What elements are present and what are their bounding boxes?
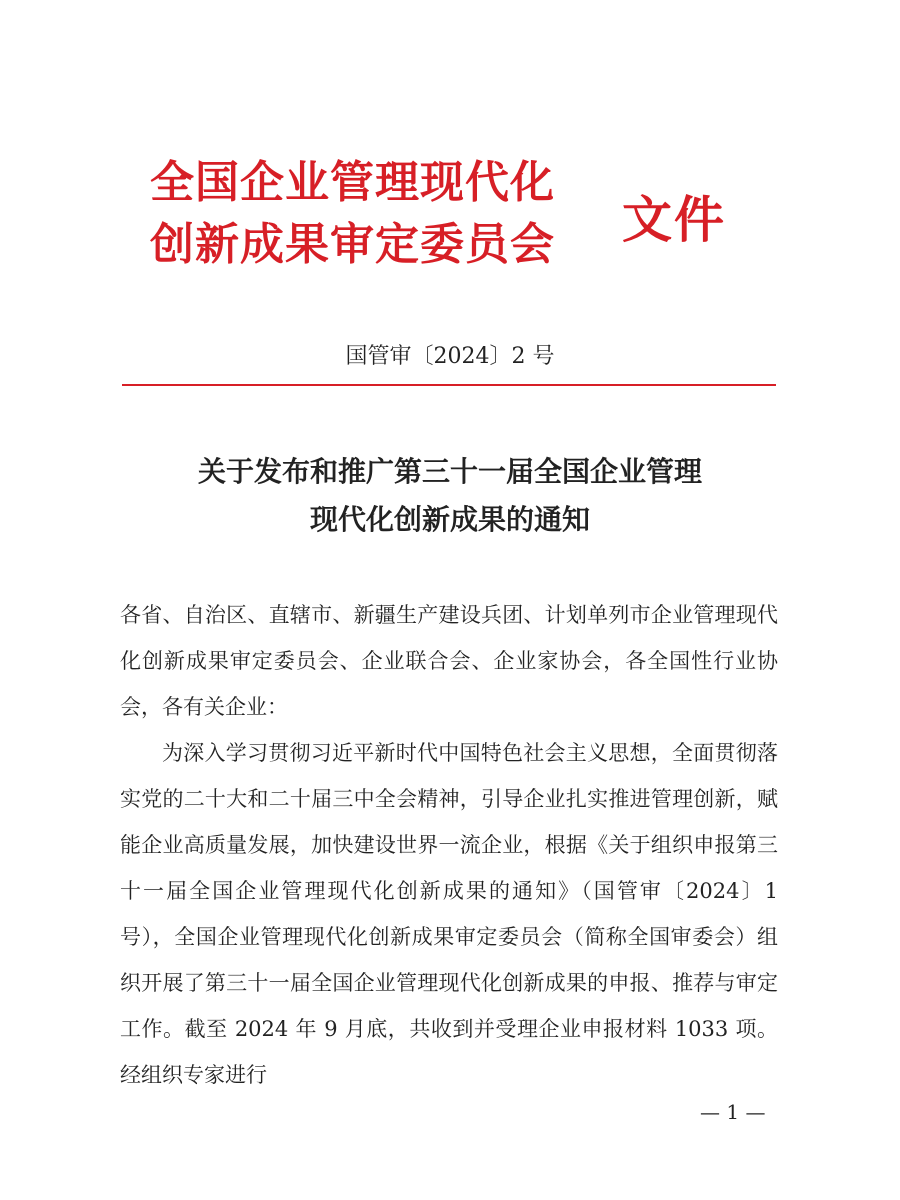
document-header-word: 文件 bbox=[622, 191, 726, 249]
body-paragraph: 为深入学习贯彻习近平新时代中国特色社会主义思想，全面贯彻落实党的二十大和二十届三中全会精神，引导企业扎实推进管理创新，赋能企业高质量发展，加快建设世界一流企业，根据《关于组织申报第三十一届全国企业管理现代化创新成果的通知》（国管审〔2024〕1 号），全国企业管理现代化创新成果审定委员会（简称全国审委会）组织开展了第三十一届全国企业管理现代化创新成果的申报、推荐与审定工作。截至 2024 年 9 月底，共收到并受理企业申报材料 1033 项。经组织专家进行 bbox=[120, 741, 778, 1087]
notice-title bbox=[0, 448, 900, 544]
notice-title-line-1: 关于发布和推广第三十一届全国企业管理 bbox=[197, 455, 702, 488]
page-number: — 1 — bbox=[700, 1100, 766, 1124]
issuing-organization bbox=[150, 152, 610, 276]
notice-title-line-2: 现代化创新成果的通知 bbox=[309, 503, 590, 536]
document-number: 国管审〔2024〕2 号 bbox=[345, 344, 555, 369]
organization-name-line-2: 创新成果审定委员会 bbox=[150, 219, 555, 270]
document-body bbox=[120, 592, 778, 1098]
salutation-paragraph: 各省、自治区、直辖市、新疆生产建设兵团、计划单列市企业管理现代化创新成果审定委员会、企业联合会、企业家协会，各全国性行业协会，各有关企业： bbox=[120, 603, 778, 719]
organization-name-line-1: 全国企业管理现代化 bbox=[150, 157, 555, 208]
red-divider-line bbox=[122, 384, 776, 386]
